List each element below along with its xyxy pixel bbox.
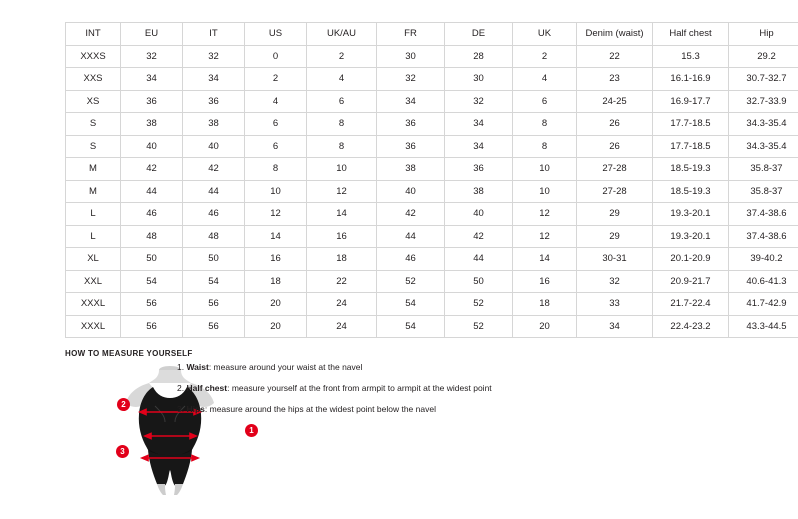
cell-uk: 18 [513, 293, 577, 316]
cell-int: XXL [66, 270, 121, 293]
cell-half-chest: 16.9-17.7 [653, 90, 729, 113]
cell-fr: 44 [377, 225, 445, 248]
cell-it: 34 [183, 68, 245, 91]
cell-uk-au: 22 [307, 270, 377, 293]
step-term: Half chest [186, 383, 228, 393]
cell-uk: 10 [513, 158, 577, 181]
cell-us: 6 [245, 113, 307, 136]
cell-fr: 52 [377, 270, 445, 293]
cell-it: 50 [183, 248, 245, 271]
column-header-hip: Hip [729, 23, 798, 46]
cell-de: 34 [445, 113, 513, 136]
cell-denim-waist: 30-31 [577, 248, 653, 271]
cell-uk-au: 12 [307, 180, 377, 203]
cell-half-chest: 18.5-19.3 [653, 158, 729, 181]
cell-us: 20 [245, 315, 307, 338]
cell-int: XS [66, 90, 121, 113]
cell-denim-waist: 32 [577, 270, 653, 293]
cell-fr: 34 [377, 90, 445, 113]
cell-eu: 42 [121, 158, 183, 181]
cell-half-chest: 22.4-23.2 [653, 315, 729, 338]
cell-us: 18 [245, 270, 307, 293]
cell-us: 8 [245, 158, 307, 181]
cell-hip: 34.3-35.4 [729, 113, 798, 136]
cell-int: M [66, 158, 121, 181]
cell-it: 38 [183, 113, 245, 136]
cell-uk-au: 24 [307, 293, 377, 316]
cell-de: 50 [445, 270, 513, 293]
cell-hip: 43.3-44.5 [729, 315, 798, 338]
cell-denim-waist: 24-25 [577, 90, 653, 113]
size-chart-container [65, 22, 787, 338]
measure-step-half-chest [177, 383, 657, 394]
cell-eu: 48 [121, 225, 183, 248]
cell-it: 56 [183, 315, 245, 338]
table-row [66, 315, 798, 338]
cell-int: XXS [66, 68, 121, 91]
cell-eu: 34 [121, 68, 183, 91]
cell-uk: 4 [513, 68, 577, 91]
cell-de: 34 [445, 135, 513, 158]
table-row [66, 158, 798, 181]
table-row [66, 90, 798, 113]
cell-half-chest: 19.3-20.1 [653, 203, 729, 226]
cell-de: 42 [445, 225, 513, 248]
table-row [66, 180, 798, 203]
cell-uk-au: 18 [307, 248, 377, 271]
cell-hip: 35.8-37 [729, 158, 798, 181]
marker-1: 1 [245, 424, 258, 437]
cell-it: 46 [183, 203, 245, 226]
cell-denim-waist: 26 [577, 113, 653, 136]
cell-de: 40 [445, 203, 513, 226]
cell-fr: 42 [377, 203, 445, 226]
cell-uk: 12 [513, 225, 577, 248]
cell-us: 10 [245, 180, 307, 203]
cell-uk: 8 [513, 135, 577, 158]
cell-int: S [66, 113, 121, 136]
cell-uk: 14 [513, 248, 577, 271]
cell-it: 42 [183, 158, 245, 181]
cell-half-chest: 21.7-22.4 [653, 293, 729, 316]
cell-us: 4 [245, 90, 307, 113]
cell-us: 2 [245, 68, 307, 91]
column-header-de: DE [445, 23, 513, 46]
cell-half-chest: 17.7-18.5 [653, 135, 729, 158]
cell-de: 44 [445, 248, 513, 271]
cell-denim-waist: 22 [577, 45, 653, 68]
table-header-row [66, 23, 798, 46]
column-header-it: IT [183, 23, 245, 46]
cell-eu: 56 [121, 293, 183, 316]
cell-uk: 10 [513, 180, 577, 203]
cell-it: 36 [183, 90, 245, 113]
cell-int: M [66, 180, 121, 203]
cell-int: XXXL [66, 315, 121, 338]
cell-fr: 40 [377, 180, 445, 203]
cell-denim-waist: 33 [577, 293, 653, 316]
cell-fr: 32 [377, 68, 445, 91]
cell-uk-au: 8 [307, 113, 377, 136]
column-header-uk: UK [513, 23, 577, 46]
cell-half-chest: 19.3-20.1 [653, 225, 729, 248]
cell-int: L [66, 225, 121, 248]
cell-it: 54 [183, 270, 245, 293]
cell-int: S [66, 135, 121, 158]
table-row [66, 135, 798, 158]
step-term: Waist [186, 362, 209, 372]
table-row [66, 113, 798, 136]
step-term: Hips [186, 404, 205, 414]
cell-eu: 56 [121, 315, 183, 338]
cell-half-chest: 17.7-18.5 [653, 113, 729, 136]
cell-it: 40 [183, 135, 245, 158]
cell-int: XXXL [66, 293, 121, 316]
cell-uk: 6 [513, 90, 577, 113]
cell-eu: 54 [121, 270, 183, 293]
cell-denim-waist: 23 [577, 68, 653, 91]
column-header-fr: FR [377, 23, 445, 46]
step-text: : measure around the hips at the widest point below the navel [204, 404, 436, 414]
cell-uk-au: 14 [307, 203, 377, 226]
cell-de: 28 [445, 45, 513, 68]
cell-eu: 46 [121, 203, 183, 226]
table-row [66, 45, 798, 68]
step-number: 2. [177, 383, 185, 393]
cell-hip: 34.3-35.4 [729, 135, 798, 158]
cell-eu: 40 [121, 135, 183, 158]
cell-us: 6 [245, 135, 307, 158]
cell-half-chest: 20.1-20.9 [653, 248, 729, 271]
cell-int: L [66, 203, 121, 226]
cell-denim-waist: 29 [577, 203, 653, 226]
cell-eu: 32 [121, 45, 183, 68]
cell-us: 16 [245, 248, 307, 271]
cell-eu: 50 [121, 248, 183, 271]
cell-fr: 36 [377, 135, 445, 158]
how-to-measure-section [65, 362, 665, 502]
cell-hip: 41.7-42.9 [729, 293, 798, 316]
cell-it: 32 [183, 45, 245, 68]
column-header-half-chest: Half chest [653, 23, 729, 46]
table-row [66, 203, 798, 226]
table-row [66, 293, 798, 316]
step-text: : measure yourself at the front from armpit to armpit at the widest point [227, 383, 492, 393]
cell-de: 52 [445, 315, 513, 338]
step-number: 3. [177, 404, 185, 414]
table-row [66, 225, 798, 248]
cell-uk-au: 16 [307, 225, 377, 248]
column-header-us: US [245, 23, 307, 46]
column-header-denim-waist: Denim (waist) [577, 23, 653, 46]
cell-hip: 40.6-41.3 [729, 270, 798, 293]
cell-de: 30 [445, 68, 513, 91]
cell-uk-au: 10 [307, 158, 377, 181]
cell-fr: 54 [377, 293, 445, 316]
measure-step-waist [177, 362, 657, 373]
marker-3: 3 [116, 445, 129, 458]
table-row [66, 248, 798, 271]
cell-uk: 12 [513, 203, 577, 226]
cell-denim-waist: 27-28 [577, 158, 653, 181]
table-row [66, 68, 798, 91]
cell-fr: 38 [377, 158, 445, 181]
cell-int: XXXS [66, 45, 121, 68]
cell-int: XL [66, 248, 121, 271]
how-to-measure-title: HOW TO MEASURE YOURSELF [65, 349, 193, 358]
cell-uk: 16 [513, 270, 577, 293]
cell-fr: 54 [377, 315, 445, 338]
cell-us: 14 [245, 225, 307, 248]
cell-hip: 30.7-32.7 [729, 68, 798, 91]
cell-uk-au: 24 [307, 315, 377, 338]
cell-hip: 32.7-33.9 [729, 90, 798, 113]
cell-eu: 44 [121, 180, 183, 203]
column-header-eu: EU [121, 23, 183, 46]
cell-half-chest: 16.1-16.9 [653, 68, 729, 91]
cell-uk: 20 [513, 315, 577, 338]
cell-hip: 29.2 [729, 45, 798, 68]
cell-denim-waist: 34 [577, 315, 653, 338]
cell-eu: 36 [121, 90, 183, 113]
size-chart-table [65, 22, 798, 338]
cell-uk: 2 [513, 45, 577, 68]
cell-denim-waist: 27-28 [577, 180, 653, 203]
step-text: : measure around your waist at the navel [208, 362, 363, 372]
table-row [66, 270, 798, 293]
cell-it: 44 [183, 180, 245, 203]
column-header-uk-au: UK/AU [307, 23, 377, 46]
cell-de: 32 [445, 90, 513, 113]
marker-2: 2 [117, 398, 130, 411]
cell-half-chest: 18.5-19.3 [653, 180, 729, 203]
measure-steps-list [177, 362, 657, 425]
cell-denim-waist: 26 [577, 135, 653, 158]
step-number: 1. [177, 362, 185, 372]
cell-denim-waist: 29 [577, 225, 653, 248]
cell-hip: 39-40.2 [729, 248, 798, 271]
cell-eu: 38 [121, 113, 183, 136]
cell-us: 12 [245, 203, 307, 226]
cell-uk-au: 8 [307, 135, 377, 158]
column-header-int: INT [66, 23, 121, 46]
cell-us: 0 [245, 45, 307, 68]
cell-it: 56 [183, 293, 245, 316]
cell-hip: 35.8-37 [729, 180, 798, 203]
cell-de: 38 [445, 180, 513, 203]
measure-step-hips [177, 404, 657, 415]
cell-us: 20 [245, 293, 307, 316]
cell-hip: 37.4-38.6 [729, 225, 798, 248]
cell-half-chest: 15.3 [653, 45, 729, 68]
cell-uk-au: 2 [307, 45, 377, 68]
cell-half-chest: 20.9-21.7 [653, 270, 729, 293]
cell-uk-au: 4 [307, 68, 377, 91]
cell-fr: 36 [377, 113, 445, 136]
cell-de: 52 [445, 293, 513, 316]
cell-de: 36 [445, 158, 513, 181]
cell-it: 48 [183, 225, 245, 248]
cell-fr: 46 [377, 248, 445, 271]
cell-fr: 30 [377, 45, 445, 68]
cell-uk-au: 6 [307, 90, 377, 113]
cell-uk: 8 [513, 113, 577, 136]
cell-hip: 37.4-38.6 [729, 203, 798, 226]
